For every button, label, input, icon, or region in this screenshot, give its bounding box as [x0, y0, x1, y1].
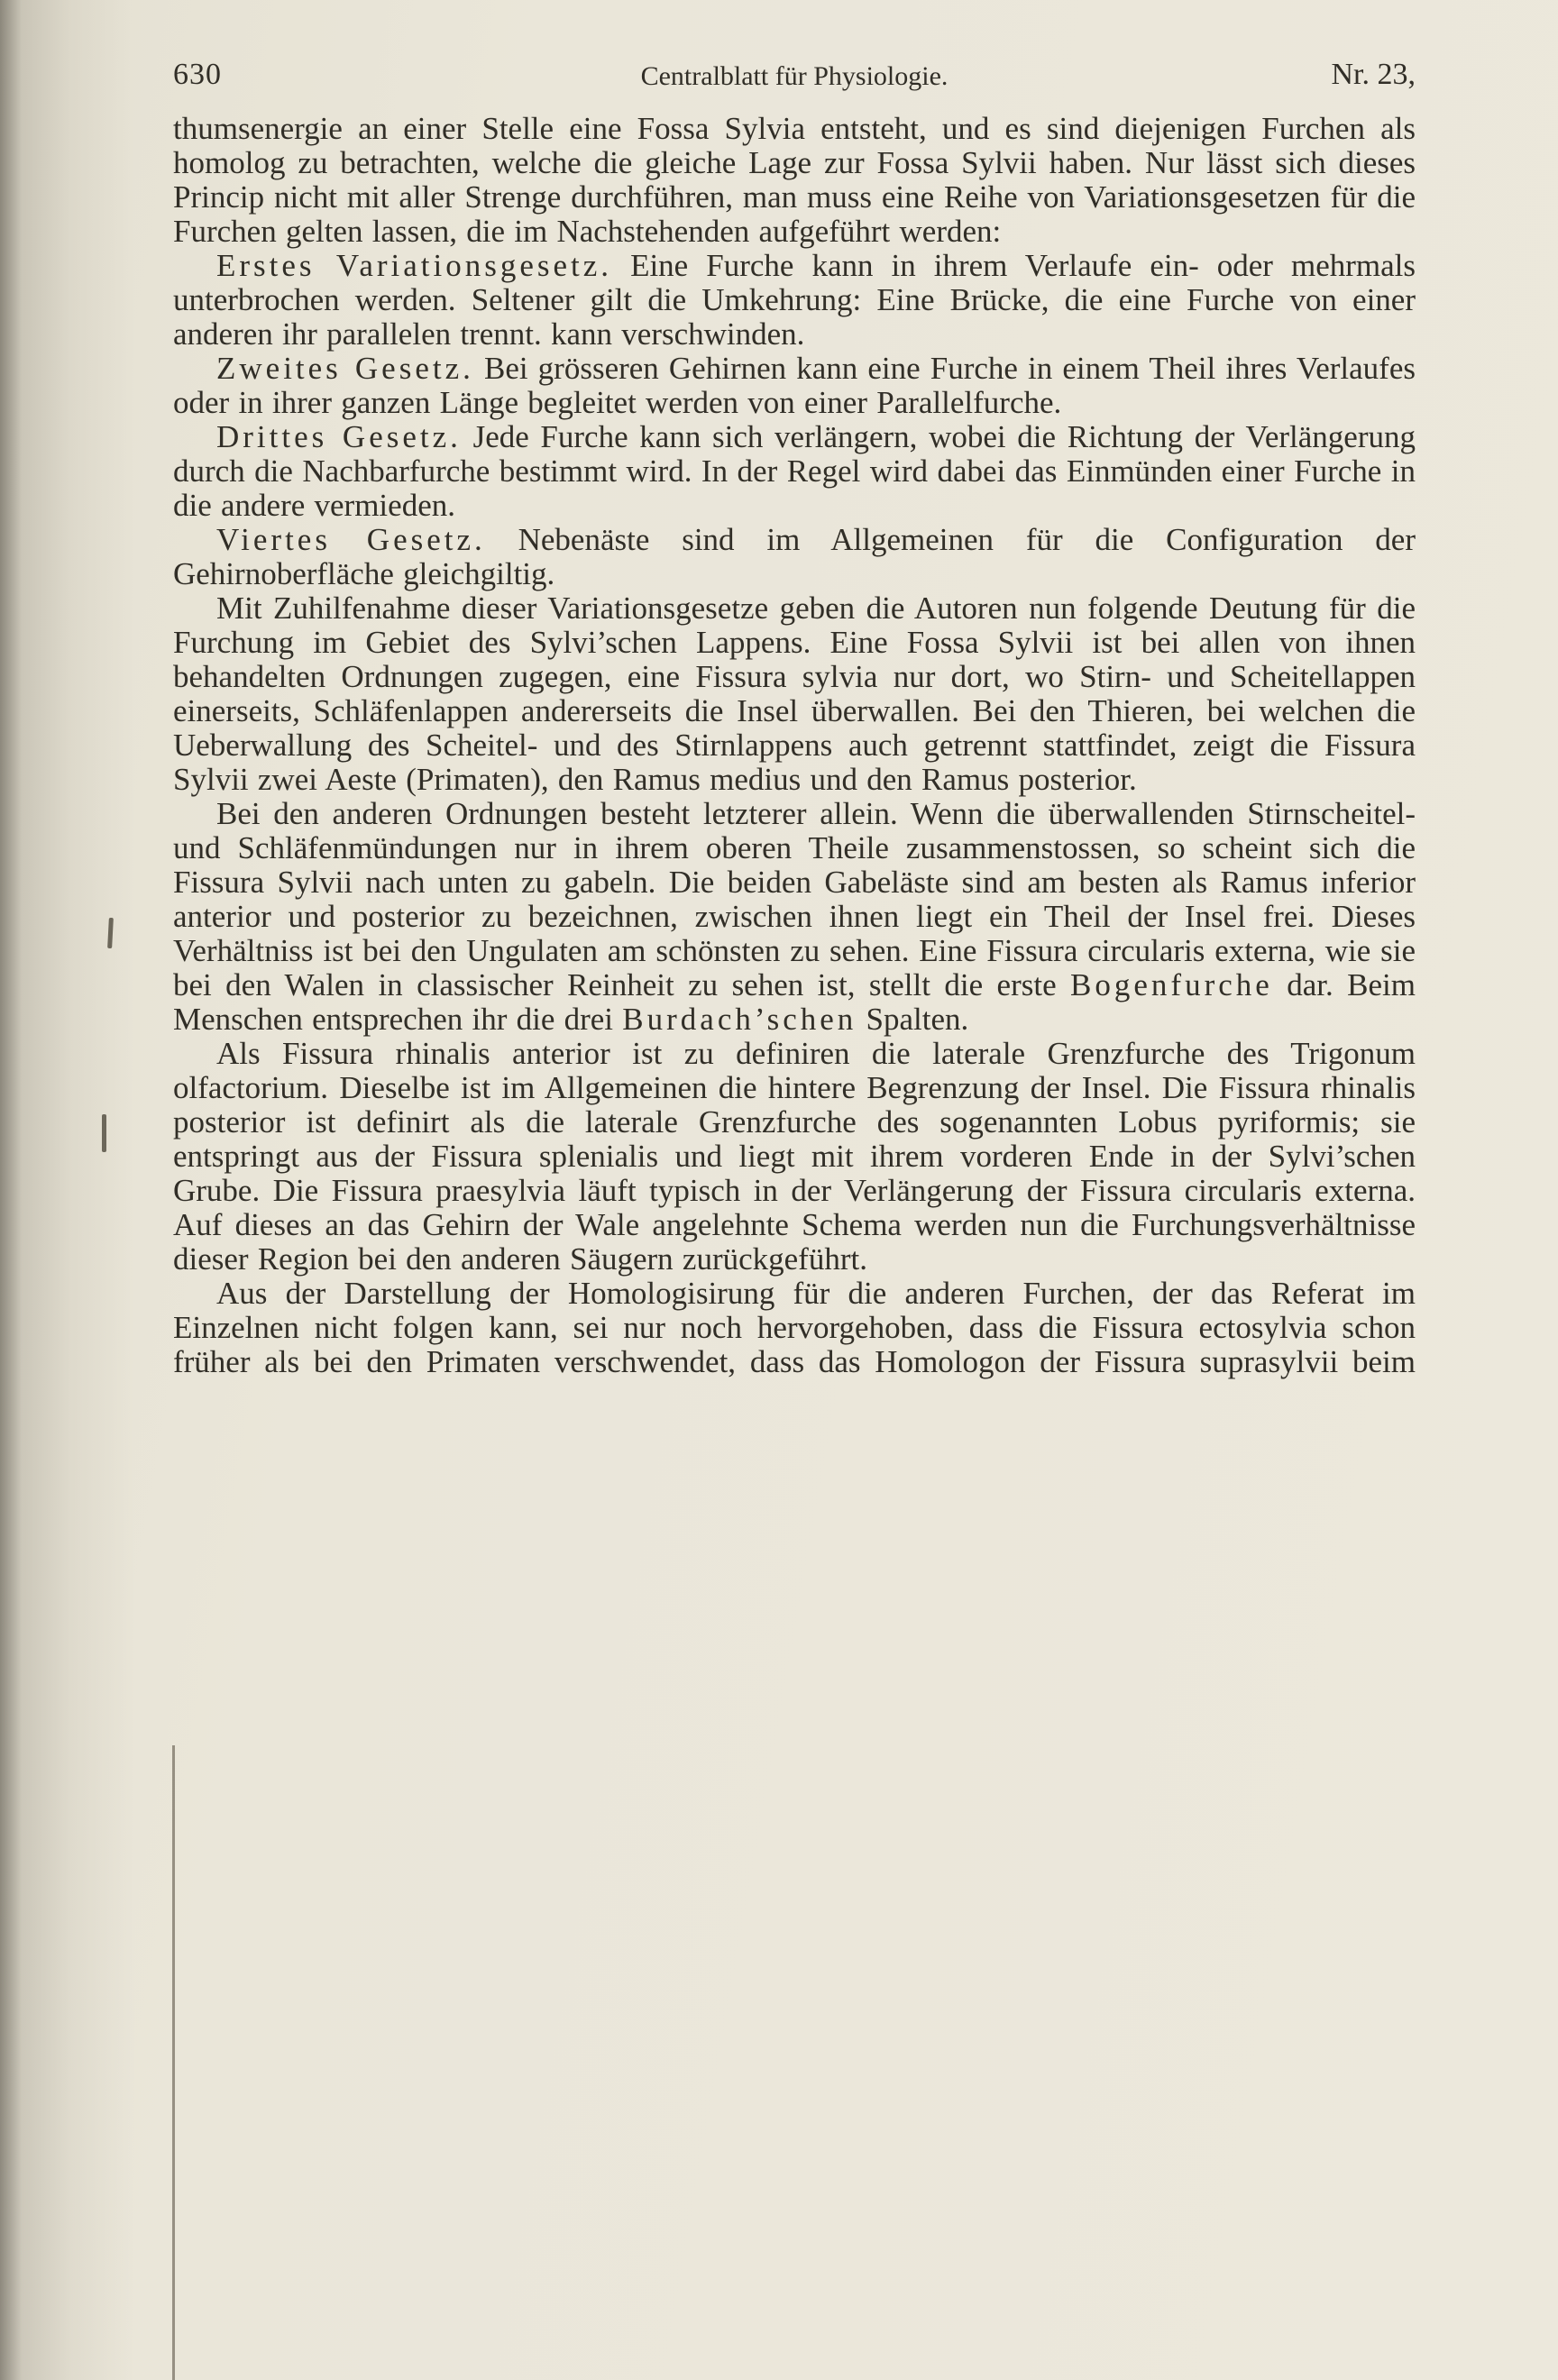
- paragraph: [173, 797, 1416, 1037]
- paragraph: [173, 112, 1416, 249]
- journal-title: Centralblatt für Physiologie.: [640, 61, 949, 91]
- paragraph: [173, 1277, 1416, 1379]
- text-run: Spalten.: [857, 1002, 969, 1037]
- text-run: Als Fissura rhinalis anterior ist zu definiren die laterale Grenzfurche des Trigonum olfactorium. Dieselbe ist im Allgemeinen die hintere Begrenzung der Insel. Die Fissura rhinalis posterior ist definirt als die laterale Grenzfurche des sogenannten Lobus pyriformis; sie entspringt aus der Fissura splenialis und liegt mit ihrem vorderen Ende in der Sylvi’schen Grube. Die Fissura praesylvia läuft typisch in der Verlängerung der Fissura circularis externa. Auf dieses an das Gehirn der Wale angelehnte Schema werden nun die Furchungsverhältnisse dieser Region bei den anderen Säugern zurückgeführt.: [173, 1036, 1416, 1277]
- paragraph: [173, 352, 1416, 420]
- emphasized-text-run: Drittes Gesetz.: [216, 419, 462, 454]
- emphasized-text-run: Viertes Gesetz.: [216, 522, 486, 557]
- paragraph: [173, 523, 1416, 591]
- text-run: thumsenergie an einer Stelle eine Fossa Sylvia entsteht, und es sind diejenigen Furchen als homolog zu betrachten, welche die gleiche Lage zur Fossa Sylvii haben. Nur lässt sich dieses Princip nicht mit aller Strenge durchführen, man muss eine Reihe von Variationsgesetzen für die Furchen gelten lassen, die im Nachstehenden aufgeführt werden:: [173, 111, 1416, 249]
- emphasized-text-run: Zweites Gesetz.: [216, 351, 474, 386]
- emphasized-text-run: Burdach’schen: [622, 1002, 857, 1037]
- paragraph: [173, 420, 1416, 523]
- paragraph: [173, 591, 1416, 797]
- page-edge-line: [172, 1745, 175, 2380]
- paragraph: [173, 249, 1416, 352]
- paragraph: [173, 1037, 1416, 1277]
- margin-mark: [102, 1114, 106, 1152]
- page-number: 630: [173, 58, 222, 91]
- issue-number: Nr. 23,: [1331, 58, 1416, 91]
- text-run: dar. Beim Menschen entsprechen ihr die drei: [173, 967, 1416, 1037]
- text-run: Aus der Darstellung der Homologisirung für die anderen Furchen, der das Referat im Einzelnen nicht folgen kann, sei nur noch hervorgehoben, dass die Fissura ectosylvia schon früher als bei den Primaten verschwendet, dass das Homologon der Fissura suprasylvii beim: [173, 1276, 1416, 1379]
- text-run: Bei den anderen Ordnungen besteht letzterer allein. Wenn die überwallenden Stirnscheitel- und Schläfenmündungen nur in ihrem oberen Theile zusammenstossen, so scheint sich die Fissura Sylvii nach unten zu gabeln. Die beiden Gabeläste sind am besten als Ramus inferior anterior und posterior zu bezeichnen, zwischen ihnen liegt ein Theil der Insel frei. Dieses Verhältniss ist bei den Ungulaten am schönsten zu sehen. Eine Fissura circularis externa, wie sie bei den Walen in classischer Reinheit zu sehen ist, stellt die erste: [173, 796, 1416, 1002]
- text-run: Eine Furche kann in ihrem Verlaufe ein- oder mehrmals unterbrochen werden. Seltener gilt die Umkehrung: Eine Brücke, die eine Furche von einer anderen ihr parallelen trennt. kann verschwinden.: [173, 248, 1416, 352]
- margin-mark: [107, 918, 114, 948]
- binding-shadow: [0, 0, 135, 2380]
- emphasized-text-run: Erstes Variationsgesetz.: [216, 248, 613, 283]
- page-body: [173, 112, 1416, 1379]
- text-run: Bei grösseren Gehirnen kann eine Furche in einem Theil ihres Verlaufes oder in ihrer ganzen Länge begleitet werden von einer Parallelfurche.: [173, 351, 1416, 420]
- page-header: [173, 58, 1416, 99]
- text-run: Jede Furche kann sich verlängern, wobei die Richtung der Verlängerung durch die Nachbarfurche bestimmt wird. In der Regel wird dabei das Einmünden einer Furche in die andere vermieden.: [173, 419, 1416, 523]
- text-run: Mit Zuhilfenahme dieser Variationsgesetze geben die Autoren nun folgende Deutung für die Furchung im Gebiet des Sylvi’schen Lappens. Eine Fossa Sylvii ist bei allen von ihnen behandelten Ordnungen zugegen, eine Fissura sylvia nur dort, wo Stirn- und Scheitellappen einerseits, Schläfenlappen andererseits die Insel überwallen. Bei den Thieren, bei welchen die Ueberwallung des Scheitel- und des Stirnlappens auch getrennt stattfindet, zeigt die Fissura Sylvii zwei Aeste (Primaten), den Ramus medius und den Ramus posterior.: [173, 590, 1416, 797]
- emphasized-text-run: Bogenfurche: [1070, 967, 1273, 1002]
- text-run: Nebenäste sind im Allgemeinen für die Configuration der Gehirnoberfläche gleichgiltig.: [173, 522, 1416, 591]
